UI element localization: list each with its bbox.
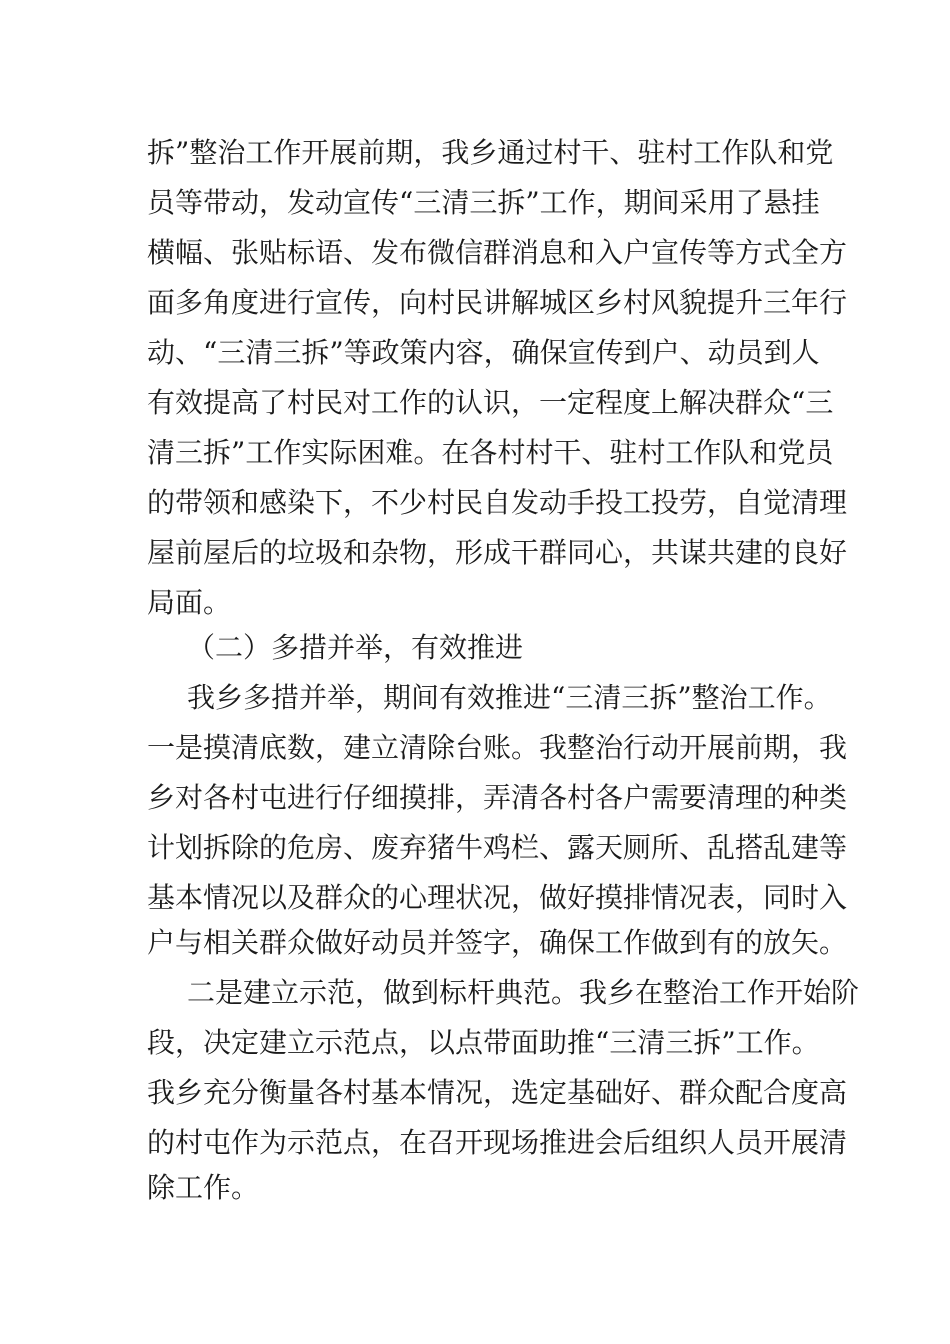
text-line: 的带领和感染下，不少村民自发动手投工投劳，自觉清理 (147, 486, 848, 519)
text-line: 面多角度进行宣传，向村民讲解城区乡村风貌提升三年行 (147, 286, 848, 319)
text-line: 清三拆”工作实际困难。在各村村干、驻村工作队和党员 (147, 436, 834, 469)
text-line: 我乡充分衡量各村基本情况，选定基础好、群众配合度高 (147, 1076, 848, 1109)
text-line: 户与相关群众做好动员并签字，确保工作做到有的放矢。 (147, 926, 848, 959)
paragraph-first-line: 二是建立示范，做到标杆典范。我乡在整治工作开始阶 (187, 976, 860, 1009)
text-line: 的村屯作为示范点，在召开现场推进会后组织人员开展清 (147, 1126, 848, 1159)
text-line: 计划拆除的危房、废弃猪牛鸡栏、露天厕所、乱搭乱建等 (147, 831, 848, 864)
paragraph-first-line: 我乡多措并举，期间有效推进“三清三拆”整治工作。 (187, 681, 832, 714)
text-line: 动、“三清三拆”等政策内容，确保宣传到户、动员到人 (147, 336, 820, 369)
text-line: 局面。 (147, 586, 232, 619)
text-line: 基本情况以及群众的心理状况，做好摸排情况表，同时入 (147, 881, 848, 914)
text-line: 员等带动，发动宣传“三清三拆”工作，期间采用了悬挂 (147, 186, 820, 219)
text-line: 一是摸清底数，建立清除台账。我整治行动开展前期，我 (147, 731, 848, 764)
text-line: 屋前屋后的垃圾和杂物，形成干群同心，共谋共建的良好 (147, 536, 848, 569)
text-line: 有效提高了村民对工作的认识，一定程度上解决群众“三 (147, 386, 834, 419)
text-line: 段，决定建立示范点，以点带面助推“三清三拆”工作。 (147, 1026, 820, 1059)
text-line: 除工作。 (147, 1171, 260, 1204)
text-line: 拆”整治工作开展前期，我乡通过村干、驻村工作队和党 (147, 136, 834, 169)
text-line: 横幅、张贴标语、发布微信群消息和入户宣传等方式全方 (147, 236, 848, 269)
text-line: 乡对各村屯进行仔细摸排，弄清各村各户需要清理的种类 (147, 781, 848, 814)
section-heading: （二）多措并举，有效推进 (187, 631, 524, 664)
